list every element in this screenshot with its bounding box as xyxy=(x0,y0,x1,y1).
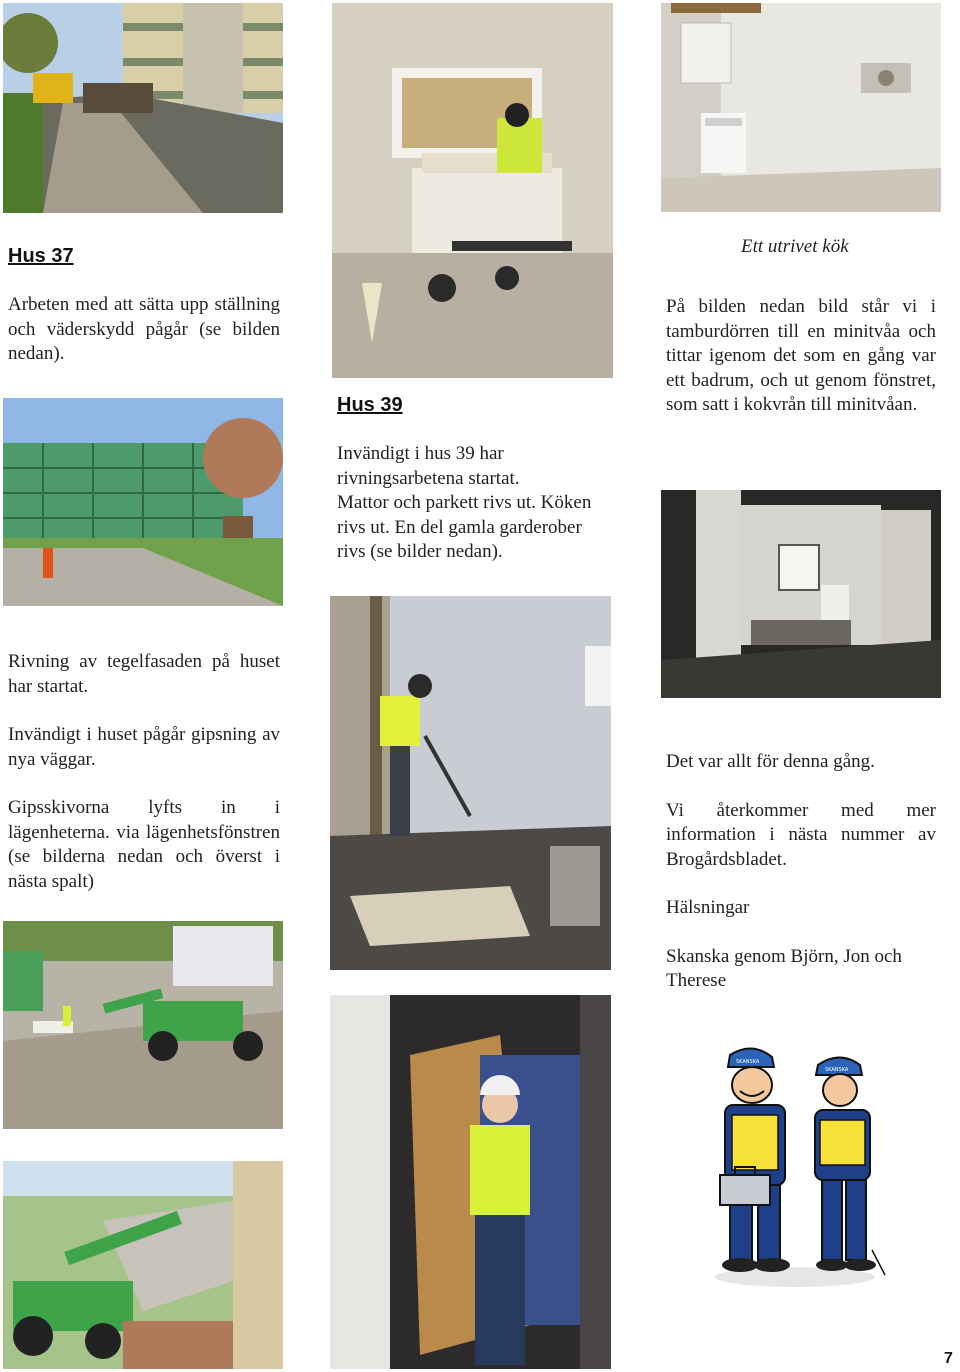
photo-bathroom-view xyxy=(661,490,941,698)
kitchen-text xyxy=(666,295,936,418)
closing-p2: Det var allt för denna gång. xyxy=(666,751,875,772)
closing-p4: Hälsningar xyxy=(666,897,750,918)
photo-telehandler-1 xyxy=(3,921,283,1129)
hus-37-intro-text: Arbeten med att sätta upp ställning och väderskydd pågår (se bilden nedan). xyxy=(8,294,280,364)
hus-37-intro xyxy=(8,293,280,367)
closing-text xyxy=(666,750,936,994)
helmet-left-label: SKANSKA xyxy=(736,1059,760,1065)
invandigt-paragraph: Invändigt i huset pågår gipsning av nya väggar. xyxy=(8,724,280,770)
photo-scaffolding xyxy=(3,398,283,606)
photo-telehandler-2 xyxy=(3,1161,283,1369)
kitchen-paragraph: På bilden nedan bild står vi i tamburdörren till en minitvåa och tittar igenom det som en gång var ett badrum, och ut genom fönstret, som satt i kokvrån till minitvåan. xyxy=(666,296,936,415)
skanska-workers-illustration xyxy=(700,1045,890,1290)
rivning-text xyxy=(8,650,280,894)
photo-street-construction xyxy=(3,3,283,213)
closing-p3: Vi återkommer med mer information i nästa nummer av Brogårdsbladet. xyxy=(666,799,936,870)
photo-stripped-kitchen xyxy=(661,3,941,212)
kitchen-caption: Ett utrivet kök xyxy=(741,236,849,257)
photo-worker-with-cart xyxy=(332,3,613,378)
helmet-right-label: SKANSKA xyxy=(825,1067,849,1073)
hus-39-p2: Mattor och parkett rivs ut. Köken rivs ut. En del gamla garderober rivs (se bilder nedan). xyxy=(337,492,592,562)
rivning-paragraph: Rivning av tegelfasaden på huset har startat. xyxy=(8,651,280,697)
hus-39-heading: Hus 39 xyxy=(337,394,403,416)
gips-paragraph: Gipsskivorna lyfts in i lägenheterna. via lägenhetsfönstren (se bilderna nedan och överst i nästa spalt) xyxy=(8,797,280,892)
photo-floor-demolition xyxy=(330,596,611,970)
hus-39-text xyxy=(337,442,609,565)
closing-p5: Skanska genom Björn, Jon och Therese xyxy=(666,945,902,991)
hus-37-heading: Hus 37 xyxy=(8,245,74,267)
hus-39-p1: Invändigt i hus 39 har rivningsarbetena startat. xyxy=(337,443,520,489)
page-number: 7 xyxy=(944,1350,953,1367)
photo-drywall-carrying xyxy=(330,995,611,1369)
